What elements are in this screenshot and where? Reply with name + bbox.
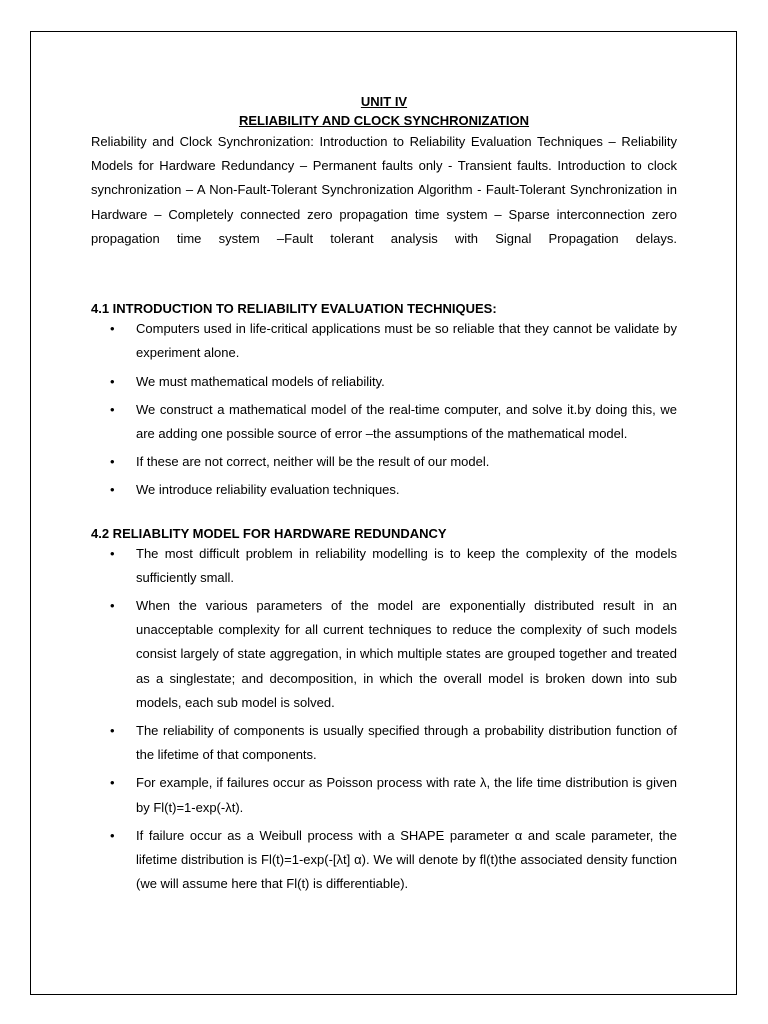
list-item: • We construct a mathematical model of the real-time computer, and solve it.by doing this, we are adding one possible source of error –the assumptions of the mathematical model.: [91, 398, 677, 446]
bullet-icon: •: [110, 321, 115, 337]
bullet-icon: •: [110, 827, 115, 843]
section-heading-4-2: 4.2 RELIABLITY MODEL FOR HARDWARE REDUNDANCY: [91, 525, 447, 541]
unit-subtitle: RELIABILITY AND CLOCK SYNCHRONIZATION: [238, 113, 530, 128]
list-item: • We introduce reliability evaluation techniques.: [91, 478, 677, 502]
section-heading-4-1: 4.1 INTRODUCTION TO RELIABILITY EVALUATION TECHNIQUES:: [91, 301, 497, 317]
section-4-1-list: [91, 317, 677, 502]
list-item: • The reliability of components is usually specified through a probability distribution function of the lifetime of that components.: [91, 719, 677, 767]
list-item: • We must mathematical models of reliability.: [91, 370, 677, 394]
list-item: • For example, if failures occur as Poisson process with rate λ, the life time distribution is given by Fl(t)=1-exp(-λt).: [91, 771, 677, 819]
unit-title: UNIT IV: [360, 94, 408, 109]
list-item: • If these are not correct, neither will be the result of our model.: [91, 450, 677, 474]
list-item: • Computers used in life-critical applications must be so reliable that they cannot be validate by experiment alone.: [91, 317, 677, 365]
list-item: • The most difficult problem in reliability modelling is to keep the complexity of the models sufficiently small.: [91, 542, 677, 590]
bullet-icon: •: [110, 482, 115, 498]
bullet-icon: •: [110, 373, 115, 389]
list-item: • If failure occur as a Weibull process with a SHAPE parameter α and scale parameter, the lifetime distribution is Fl(t)=1-exp(-[λt] α). We will denote by fl(t)the associated density function (we will assume here that Fl(t) is differentiable).: [91, 824, 677, 897]
intro-paragraph: Reliability and Clock Synchronization: Introduction to Reliability Evaluation Techniques – Reliability Models for Hardware Redundancy – Permanent faults only - Transient faults. Introduction to clock synchronization – A Non-Fault-Tolerant Synchronization Algorithm - Fault-Tolerant Synchronization in Hardware – Completely connected zero propagation time system – Sparse interconnection zero propagation time system –Fault tolerant analysis with Signal Propagation delays.: [91, 134, 677, 246]
bullet-icon: •: [110, 401, 115, 417]
bullet-icon: •: [110, 545, 115, 561]
bullet-icon: •: [110, 454, 115, 470]
bullet-icon: •: [110, 723, 115, 739]
list-item: • When the various parameters of the model are exponentially distributed result in an unacceptable complexity for all current techniques to reduce the complexity of such models consist largely of state aggregation, in which multiple states are grouped together and treated as a singlestate; and decomposition, in which the overall model is broken down into sub models, each sub model is solved.: [91, 594, 677, 715]
bullet-icon: •: [110, 775, 115, 791]
bullet-icon: •: [110, 598, 115, 614]
section-4-2-list: [91, 542, 677, 897]
document-content: [91, 92, 677, 900]
